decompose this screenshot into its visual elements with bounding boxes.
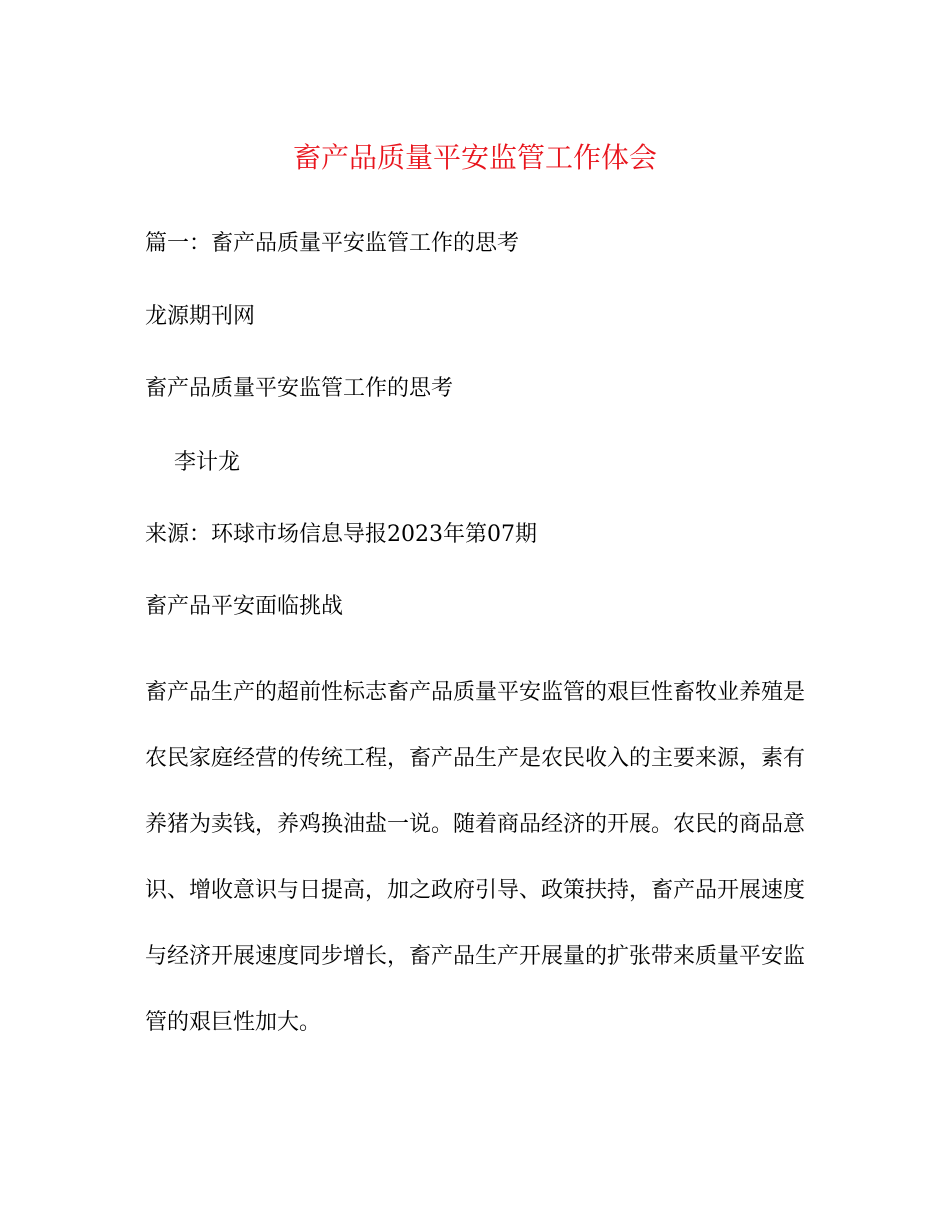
- paragraph-line: 农民家庭经营的传统工程，畜产品生产是农民收入的主要来源，素有: [145, 746, 806, 771]
- author-name: 李计龙: [174, 450, 241, 475]
- document-title: 畜产品质量平安监管工作体会: [292, 141, 657, 174]
- publisher-name: 龙源期刊网: [145, 304, 256, 329]
- section-heading: 畜产品平安面临挑战: [145, 594, 344, 619]
- paragraph-line: 识、增收意识与日提高，加之政府引导、政策扶持，畜产品开展速度: [145, 878, 806, 903]
- source-line: 来源：环球市场信息导报2023年第07期: [145, 522, 537, 547]
- paragraph-line: 管的艰巨性加大。: [145, 1010, 322, 1035]
- paragraph-line: 与经济开展速度同步增长，畜产品生产开展量的扩张带来质量平安监: [145, 944, 806, 969]
- article-title: 畜产品质量平安监管工作的思考: [145, 376, 454, 401]
- body-paragraph: [145, 660, 806, 1056]
- heading-1: 篇一：畜产品质量平安监管工作的思考: [145, 231, 520, 256]
- paragraph-line: 养猪为卖钱，养鸡换油盐一说。随着商品经济的开展。农民的商品意: [145, 812, 806, 837]
- paragraph-line: 畜产品生产的超前性标志畜产品质量平安监管的艰巨性畜牧业养殖是: [145, 680, 806, 705]
